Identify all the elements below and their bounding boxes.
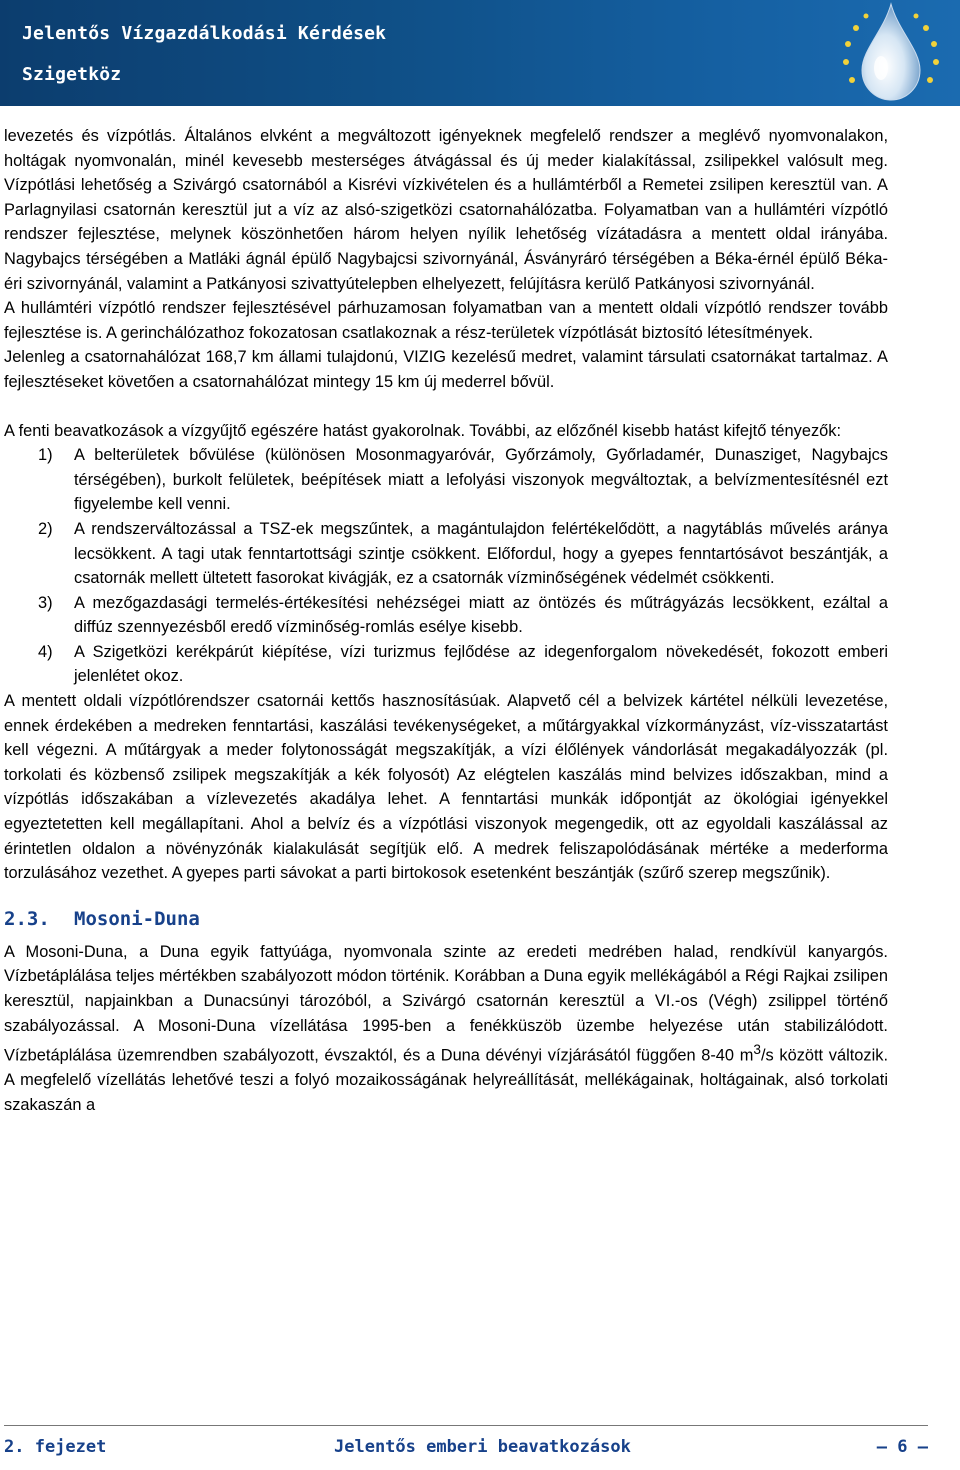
footer-divider	[4, 1425, 928, 1426]
list-number: 3)	[38, 593, 53, 612]
list-item-text: A Szigetközi kerékpárút kiépítése, vízi turizmus fejlődése az idegenforgalom növekedését, fokozott emberi jelenlétet okoz.	[74, 642, 888, 686]
list-item-text: A belterületek bővülése (különösen Mosonmagyaróvár, Győrzámoly, Győrladamér, Dunasziget, Nagybajcs térségében), burkolt felületek, beépítések miatt a lefolyási viszonyok megváltoztak, a belvízmentesítésnél ezt figyelembe kell venni.	[74, 446, 888, 514]
water-drop-logo-icon	[826, 0, 956, 106]
header-title: Jelentős Vízgazdálkodási Kérdések	[22, 23, 387, 44]
list-intro: A fenti beavatkozások a vízgyűjtő egészére hatást gyakorolnak. További, az előzőnél kisebb hatást kifejtő tényezők:	[4, 421, 842, 440]
section-title: Mosoni-Duna	[74, 907, 200, 930]
impact-factor-list	[4, 443, 888, 689]
page-footer	[4, 1437, 928, 1463]
section-number: 2.3.	[4, 907, 50, 930]
section-heading	[4, 906, 888, 932]
footer-page-number: — 6 —	[876, 1437, 928, 1457]
section-text: A Mosoni-Duna, a Duna egyik fattyúága, nyomvonala szinte az eredeti medrében halad, rendkívül kanyargós. Vízbetáplálása teljes mértékben szabályozott módon történik. Korábban a Duna egyik mellékágából a Régi Rajkai zsilipen keresztül, napjainkban a Dunacsúnyi tározóból, a Szivárgó csatornán keresztül a VI.-os (Végh) zsilippel történő szabályozással. A Mosoni-Duna vízellátása 1995-ben a fenékküszöb üzembe helyezése után stabilizálódott. Vízbetáplálása üzemrendben szabályozott, évszaktól, és a Duna dévényi vízjárásától függően 8-40 m	[4, 942, 888, 1065]
list-item	[4, 640, 888, 689]
section-paragraph	[4, 940, 888, 1118]
list-item-text: A rendszerváltozással a TSZ-ek megszűntek, a magántulajdon felértékelődött, a nagytáblás művelés aránya lecsökkent. A tagi utak fenntartottsági szintje csökkent. Előfordul, hogy a gyepes fenntartósávot beszántják, a csatornák mellett ültetett fasorokat kivágják, ez a csatornák vízminőségének védelmét csökkenti.	[74, 519, 888, 588]
list-item	[4, 591, 888, 640]
list-number: 4)	[38, 642, 53, 661]
page-number: 6	[897, 1437, 908, 1457]
paragraph: A hullámtéri vízpótló rendszer fejlesztésével párhuzamosan folyamatban van a mentett oldali vízpótló rendszer tovább fejlesztése is. A gerinchálózathoz fokozatosan csatlakoznak a rész-területek vízpótlását biztosító létesítmények.	[4, 299, 888, 342]
footer-chapter-title: Jelentős emberi beavatkozások	[334, 1437, 631, 1457]
list-item-text: A mezőgazdasági termelés-értékesítési nehézségei miatt az öntözés és műtrágyázás lecsökkent, ezáltal a diffúz szennyezésből eredő vízminőség-romlás esélye kisebb.	[74, 593, 888, 637]
document-body	[4, 124, 888, 1117]
list-number: 2)	[38, 519, 53, 538]
list-item	[4, 443, 888, 517]
list-number: 1)	[38, 446, 53, 465]
section-text-continued: /s között változik. A megfelelő vízellátás lehetővé teszi a folyó mozaikosságának helyreállítását, mellékágainak, holtágainak, alsó torkolati szakaszán a	[4, 1046, 888, 1114]
paragraph: Jelenleg a csatornahálózat 168,7 km állami tulajdonú, VIZIG kezelésű medret, valamint társulati csatornákat tartalmaz. A fejlesztéseket követően a csatornahálózat mintegy 15 km új mederrel bővül.	[4, 348, 888, 391]
header-subtitle: Szigetköz	[22, 64, 122, 85]
paragraph: A mentett oldali vízpótlórendszer csatornái kettős hasznosításúak. Alapvető cél a belvizek kártétel nélküli levezetése, ennek érdekében a medreken fenntartási, kaszálási tevékenységeket, a műtárgyakkal vízkormányzást, víz-visszatartást kell végezni. A műtárgyak a meder folytonosságát megszakítják, a vízi élőlények vándorlását megakadályozzák (pl. torkolati és közbenső zsilipek megszakítják a kék folyosót) Az elégtelen kaszálás mind belvizes időszakban, mind a vízpótlás időszakában a vízlevezetés akadálya lehet. A fenntartási munkák időpontját az ökológiai igényekkel egyeztetetten kell megállapítani. Ahol a belvíz és a vízpótlási viszonyok megengedik, ott az egyoldali kaszálással az érintetlen oldalon a növényzónák kialakulását segítjük elő. A medrek feliszapolódásának mértéke a mederforma torzulásához vezethet. A gyepes parti sávokat a parti birtokosok esetenként beszántják (szűrő szerep megszűnik).	[4, 692, 888, 883]
page-header	[0, 0, 960, 106]
superscript: 3	[753, 1042, 761, 1058]
footer-chapter: 2. fejezet	[4, 1437, 107, 1457]
list-item	[4, 517, 888, 591]
paragraph: levezetés és vízpótlás. Általános elvként a megváltozott igényeknek megfelelő rendszer a meglévő nyomvonalakon, holtágak nyomvonalán, minél kevesebb mesterséges átvágással és új meder kialakítással, zsilipekkel valósult meg. Vízpótlási lehetőség a Szivárgó csatornából a Kisrévi vízkivételen és a hullámtérből a Remetei zsilipen keresztül van. A Parlagnyilasi csatornán keresztül jut a víz az alsó-szigetközi csatornahálózatba. Folyamatban van a hullámtéri vízpótló rendszer fejlesztése, melynek köszönhetően három helyen nyílik lehetőség vízátadásra a mentett oldal irányába. Nagybajcs térségében a Matláki ágnál épülő Nagybajcsi szivornyánál, Ásványráró térségében a Béka-érnél épülő Béka-éri szivornyánál, valamint a Patkányosi szivattyútelepben elhelyezett, felújításra kerülő Patkányosi szivornyánál.	[4, 127, 888, 293]
